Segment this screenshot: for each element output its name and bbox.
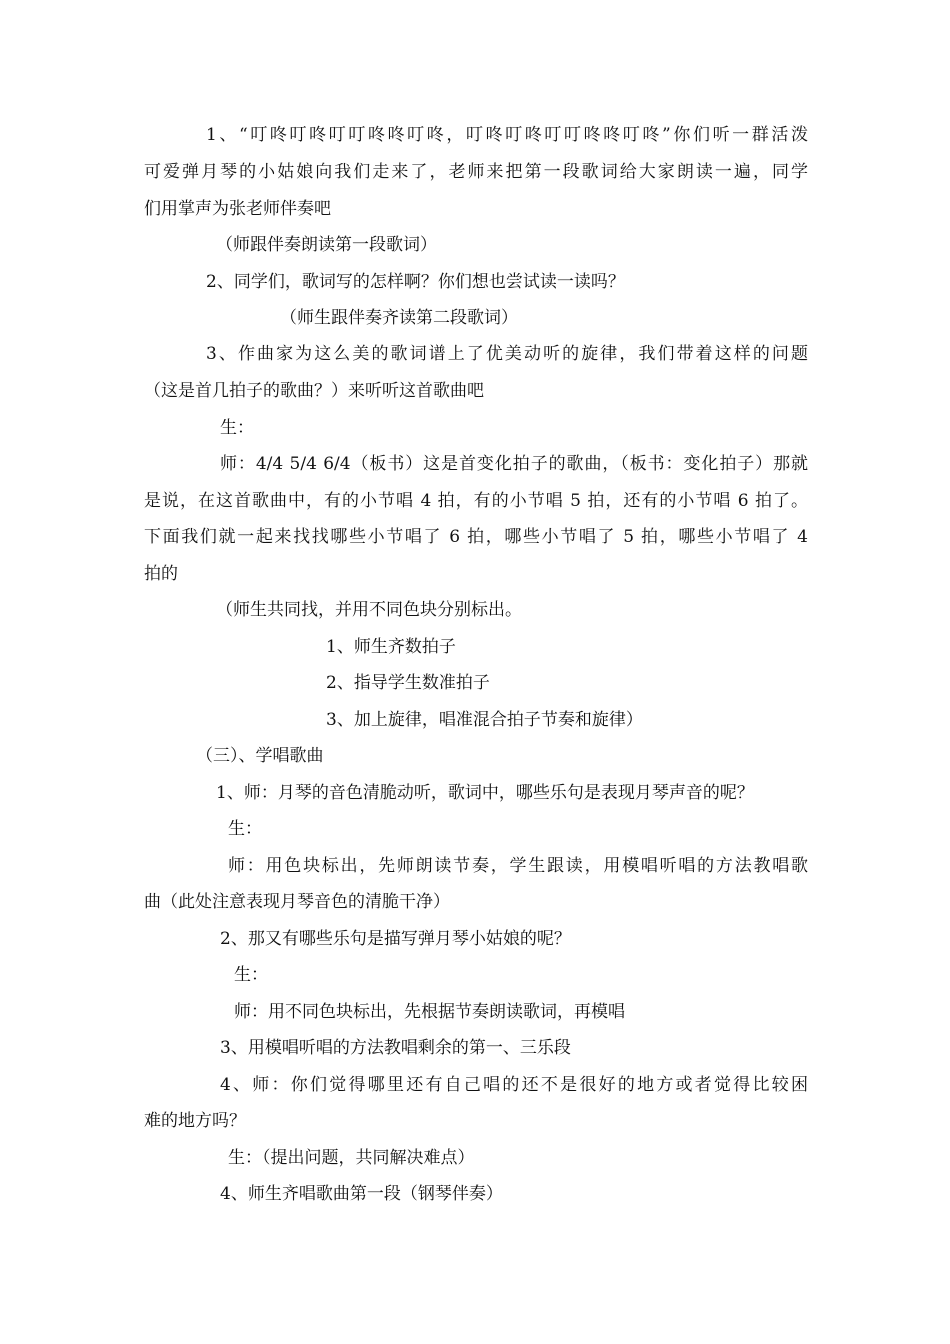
section-heading: （三）、学唱歌曲 — [196, 746, 324, 766]
paragraph-line-7: 3、作曲家为这么美的歌词谱上了优美动听的旋律，我们带着这样的问题 — [206, 344, 808, 364]
paragraph-line-11: 是说，在这首歌曲中，有的小节唱 4 拍，有的小节唱 5 拍，还有的小节唱 6 拍了。 — [144, 491, 808, 511]
paragraph-line-24: 生： — [234, 965, 268, 985]
paragraph-line-23: 2、那又有哪些乐句是描写弹月琴小姑娘的呢？ — [220, 929, 571, 949]
paragraph-line-27: 4、师：你们觉得哪里还有自己唱的还不是很好的地方或者觉得比较困 — [220, 1075, 808, 1095]
paragraph-line-9: 生： — [220, 418, 254, 438]
paragraph-line-8: （这是首几拍子的歌曲？）来听听这首歌曲吧 — [144, 381, 484, 401]
paragraph-line-28: 难的地方吗？ — [144, 1111, 246, 1131]
paragraph-line-13: 拍的 — [144, 564, 178, 584]
paragraph-line-5: 2、同学们，歌词写的怎样啊？你们想也尝试读一读吗？ — [206, 272, 625, 292]
paragraph-line-12: 下面我们就一起来找找哪些小节唱了 6 拍，哪些小节唱了 5 拍，哪些小节唱了 4 — [144, 527, 808, 547]
paragraph-line-29: 生：（提出问题，共同解决难点） — [228, 1148, 475, 1168]
paragraph-line-3: 们用掌声为张老师伴奏吧 — [144, 199, 331, 219]
paragraph-line-1: 1、“叮咚叮咚叮叮咚咚叮咚，叮咚叮咚叮叮咚咚叮咚”你们听一群活泼 — [206, 125, 808, 145]
paragraph-line-10: 师：4/4 5/4 6/4（板书）这是首变化拍子的歌曲，（板书：变化拍子）那就 — [220, 454, 808, 474]
paragraph-line-6: （师生跟伴奏齐读第二段歌词） — [280, 308, 518, 328]
paragraph-line-21: 师：用色块标出，先师朗读节奏，学生跟读，用模唱听唱的方法教唱歌 — [228, 856, 808, 876]
paragraph-line-14: （师生共同找，并用不同色块分别标出。 — [216, 600, 522, 620]
paragraph-line-16: 2、指导学生数准拍子 — [326, 673, 490, 693]
paragraph-line-22: 曲（此处注意表现月琴音色的清脆干净） — [144, 892, 450, 912]
paragraph-line-4: （师跟伴奏朗读第一段歌词） — [216, 235, 437, 255]
paragraph-line-26: 3、用模唱听唱的方法教唱剩余的第一、三乐段 — [220, 1038, 571, 1058]
paragraph-line-15: 1、师生齐数拍子 — [326, 637, 456, 657]
paragraph-line-19: 1、师：月琴的音色清脆动听，歌词中，哪些乐句是表现月琴声音的呢？ — [216, 783, 754, 803]
paragraph-line-20: 生： — [228, 819, 262, 839]
paragraph-line-30: 4、师生齐唱歌曲第一段（钢琴伴奏） — [220, 1184, 503, 1204]
paragraph-line-17: 3、加上旋律，唱准混合拍子节奏和旋律） — [326, 710, 643, 730]
paragraph-line-25: 师：用不同色块标出，先根据节奏朗读歌词，再模唱 — [234, 1002, 625, 1022]
paragraph-line-2: 可爱弹月琴的小姑娘向我们走来了，老师来把第一段歌词给大家朗读一遍，同学 — [144, 162, 808, 182]
